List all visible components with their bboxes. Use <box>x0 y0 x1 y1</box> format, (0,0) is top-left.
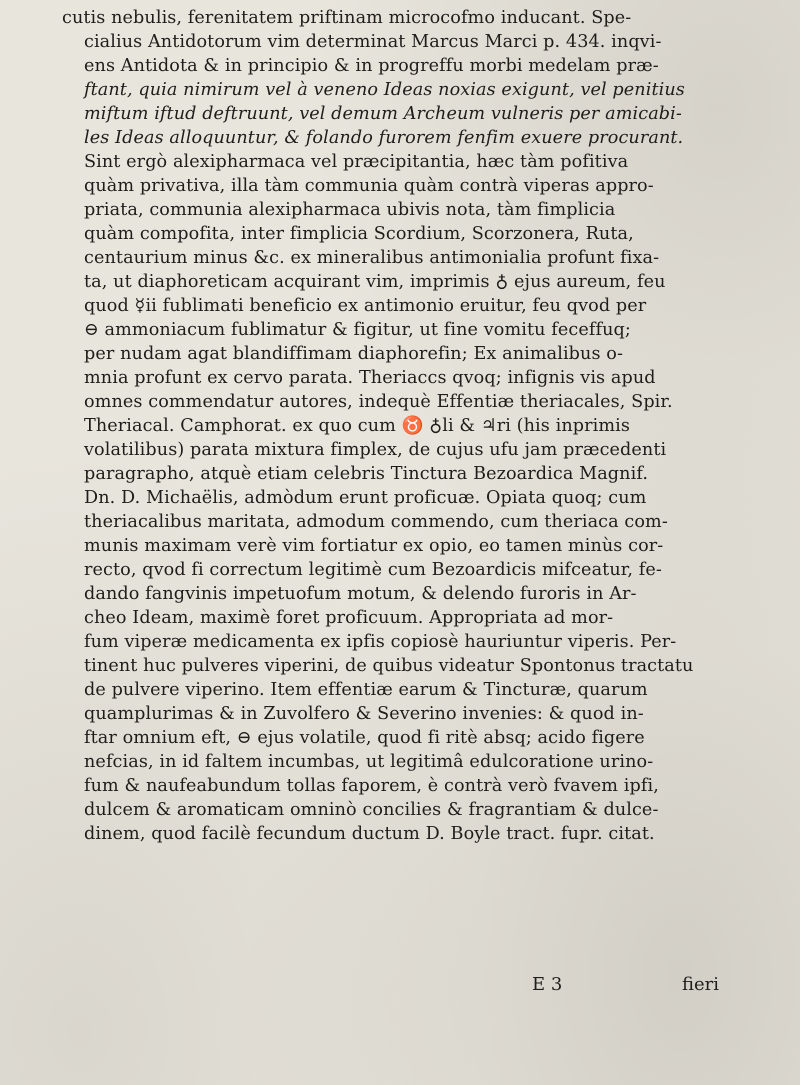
text-line: volatilibus) parata mixtura fimplex, de cujus ufu jam præcedenti <box>84 440 667 460</box>
text-line: les Ideas alloquuntur, & folando furorem fenfim exuere procurant. <box>84 128 684 148</box>
text-line: tinent huc pulveres viperini, de quibus videatur Spontonus tractatu <box>84 656 694 676</box>
text-line: cheo Ideam, maximè foret proficuum. Appropriata ad mor- <box>84 608 614 628</box>
text-line: ens Antidota & in principio & in progreffu morbi medelam præ- <box>84 56 659 76</box>
text-line: omnes commendatur autores, indequè Effentiæ theriacales, Spir. <box>84 392 673 412</box>
body-text <box>62 6 762 846</box>
page-footer <box>62 974 762 1000</box>
text-line: paragrapho, atquè etiam celebris Tinctura Bezoardica Magnif. <box>84 464 649 484</box>
text-line: fum viperæ medicamenta ex ipfis copiosè hauriuntur viperis. Per- <box>84 632 677 652</box>
text-line: fum & naufeabundum tollas faporem, è contrà verò fvavem ipfi, <box>84 776 659 796</box>
text-line: ftant, quia nimirum vel à veneno Ideas noxias exigunt, vel penitius <box>84 80 685 100</box>
text-line: per nudam agat blandiffimam diaphorefin; Ex animalibus o- <box>84 344 624 364</box>
text-line: nefcias, in id faltem incumbas, ut legitimâ edulcoratione urino- <box>84 752 654 772</box>
text-line: munis maximam verè vim fortiatur ex opio, eo tamen minùs cor- <box>84 536 664 556</box>
text-line: theriacalibus maritata, admodum commendo, cum theriaca com- <box>84 512 668 532</box>
text-line: dinem, quod facilè fecundum ductum D. Boyle tract. fupr. citat. <box>84 824 655 844</box>
signature-mark: E 3 <box>532 974 563 995</box>
text-line: dulcem & aromaticam omninò concilies & fragrantiam & dulce- <box>84 800 659 820</box>
text-line: quàm privativa, illa tàm communia quàm contrà viperas appro- <box>84 176 654 196</box>
text-line: cutis nebulis, ferenitatem priftinam microcofmo inducant. Spe- <box>62 8 632 28</box>
text-line: quamplurimas & in Zuvolfero & Severino invenies: & quod in- <box>84 704 644 724</box>
text-line: dando fangvinis impetuofum motum, & delendo furoris in Ar- <box>84 584 637 604</box>
text-line: centaurium minus &c. ex mineralibus antimonialia profunt fixa- <box>84 248 660 268</box>
text-line: priata, communia alexipharmaca ubivis nota, tàm fimplicia <box>84 200 616 220</box>
text-line: Dn. D. Michaëlis, admòdum erunt proficuæ. Opiata quoq; cum <box>84 488 647 508</box>
text-line: quod ☿ii fublimati beneficio ex antimonio eruitur, feu qvod per <box>84 296 647 316</box>
text-line: ta, ut diaphoreticam acquirant vim, imprimis ♁ ejus aureum, feu <box>84 272 666 292</box>
text-line: quàm compofita, inter fimplicia Scordium, Scorzonera, Ruta, <box>84 224 634 244</box>
text-line: recto, qvod fi correctum legitimè cum Bezoardicis mifceatur, fe- <box>84 560 662 580</box>
text-line: mnia profunt ex cervo parata. Theriaccs qvoq; infignis vis apud <box>84 368 656 388</box>
text-line: Theriacal. Camphorat. ex quo cum ♉ ♁li & ♃ri (his inprimis <box>84 416 630 436</box>
text-line: ⊖ ammoniacum fublimatur & figitur, ut fine vomitu feceffuq; <box>84 320 631 340</box>
catchword: fieri <box>682 974 720 995</box>
text-line: de pulvere viperino. Item effentiæ earum & Tincturæ, quarum <box>84 680 648 700</box>
text-line: ftar omnium eft, ⊖ ejus volatile, quod fi ritè absq; acido figere <box>84 728 645 748</box>
text-line: Sint ergò alexipharmaca vel præcipitantia, hæc tàm pofitiva <box>84 152 629 172</box>
text-line: miftum iftud deftruunt, vel demum Archeum vulneris per amicabi- <box>84 104 682 124</box>
text-line: cialius Antidotorum vim determinat Marcus Marci p. 434. inqvi- <box>84 32 662 52</box>
